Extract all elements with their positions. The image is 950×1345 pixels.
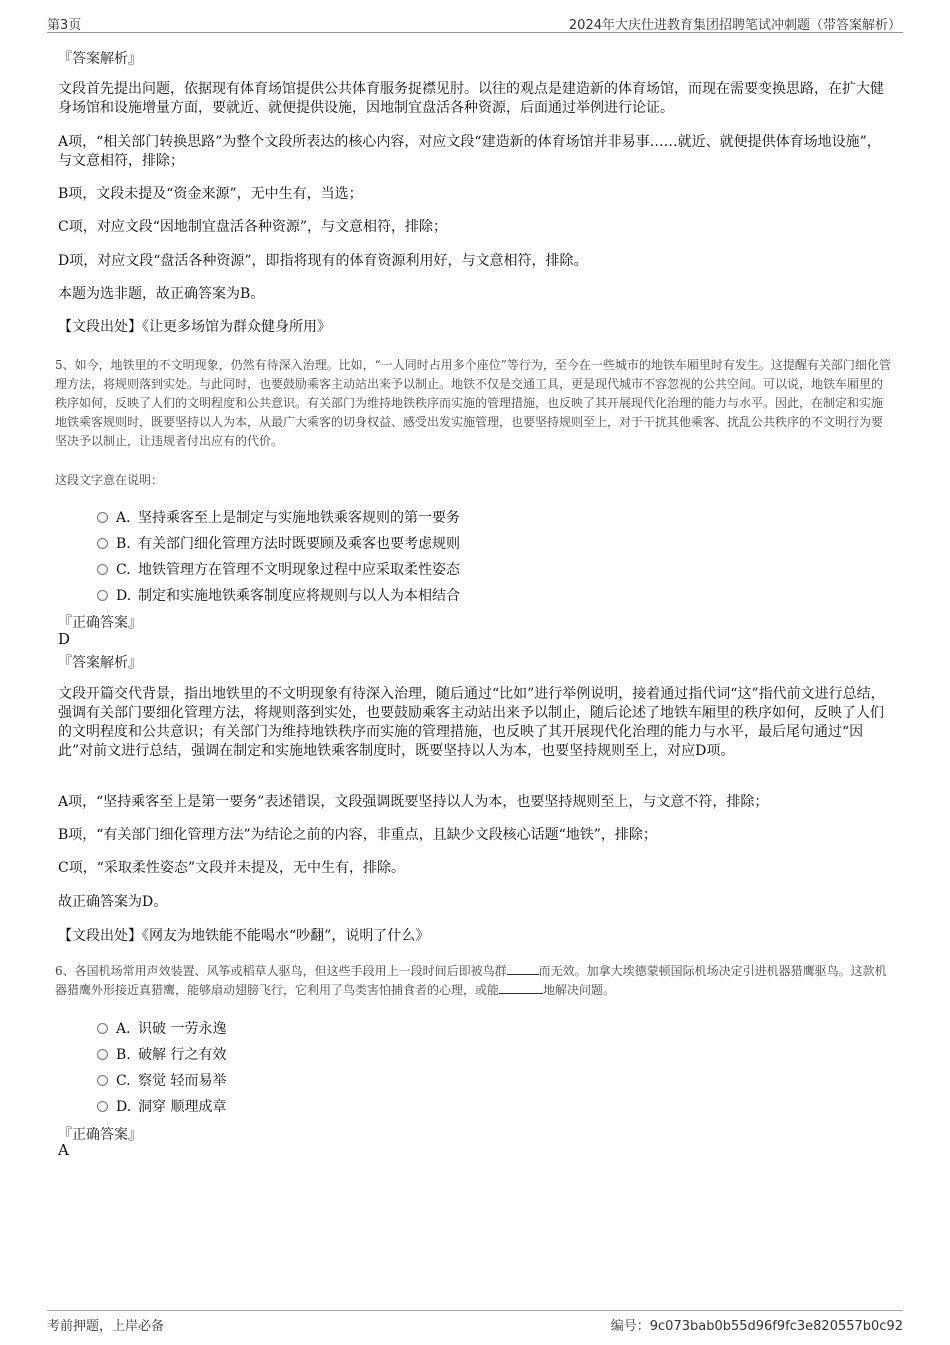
- page-footer: [47, 1310, 903, 1334]
- q4-source: 【文段出处】《让更多场馆为群众健身所用》: [58, 319, 331, 335]
- radio-icon[interactable]: [97, 1023, 108, 1034]
- footer-slogan: 考前押题，上岸必备: [47, 1319, 165, 1334]
- radio-icon[interactable]: [97, 590, 108, 601]
- q4-analysis-p3: B项，文段未提及“资金来源”，无中生有，当选；: [58, 186, 363, 202]
- q5-source: 【文段出处】《网友为地铁能不能喝水“吵翻”，说明了什么》: [58, 928, 430, 944]
- q5-analysis-p4: C项，“采取柔性姿态”文段并未提及，无中生有，排除。: [58, 860, 406, 876]
- q6-option-a[interactable]: A．识破 一劳永逸: [97, 1018, 226, 1038]
- q6-answer: A: [58, 1141, 69, 1159]
- page-number: 第3页: [47, 18, 82, 33]
- q5-analysis-p3: B项，“有关部门细化管理方法”为结论之前的内容，非重点，且缺少文段核心话题“地铁”，排除；: [58, 827, 657, 843]
- document-title: 2024年大庆仕进教育集团招聘笔试冲刺题（带答案解析）: [568, 18, 901, 33]
- q5-analysis-label: 『答案解析』: [58, 655, 142, 671]
- q4-analysis-p2: A项，“相关部门转换思路”为整个文段所表达的核心内容，对应文段“建造新的体育场馆并非易事……就近、就便提供体育场地设施”，与文意相符，排除；: [58, 134, 881, 169]
- radio-icon[interactable]: [97, 512, 108, 523]
- q5-analysis-p1: 文段开篇交代背景，指出地铁里的不文明现象有待深入治理，随后通过“比如”进行举例说明，接着通过指代词“这”指代前文进行总结，强调有关部门要细化管理方法，将规则落到实处，也要鼓励乘客主动站出来予以制止，随后论述了地铁车厢里的秩序如何，反映了人们的文明程度和公共意识；有关部门为维持地铁秩序而实施的管理措施，也反映了其开展现代化治理的能力与水平，最后尾句通过“因此”对前文进行总结，强调在制定和实施地铁乘客制度时，既要坚持以人为本，也要坚持规则至上，对应D项。: [58, 686, 885, 759]
- q6-answer-label: 『正确答案』: [58, 1127, 142, 1143]
- q4-analysis-p6: 本题为选非题，故正确答案为B。: [58, 286, 265, 302]
- q5-option-d[interactable]: D. 制定和实施地铁乘客制度应将规则与以人为本相结合: [97, 585, 460, 605]
- radio-icon[interactable]: [97, 1101, 108, 1112]
- q5-option-c[interactable]: C. 地铁管理方在管理不文明现象过程中应采取柔性姿态: [97, 559, 460, 579]
- q4-analysis-p1: 文段首先提出问题，依据现有体育场馆提供公共体育服务捉襟见肘。以往的观点是建造新的体育场馆，而现在需要变换思路，在扩大健身场馆和设施增量方面，要就近、就便提供设施，因地制宜盘活各种资源，后面通过举例进行论证。: [58, 81, 884, 116]
- fill-blank-2[interactable]: [499, 982, 543, 994]
- q5-prompt: 这段文字意在说明：: [55, 473, 164, 487]
- radio-icon[interactable]: [97, 538, 108, 549]
- q5-answer-label: 『正确答案』: [58, 615, 142, 631]
- q5-stem: 5、如今，地铁里的不文明现象，仍然有待深入治理。比如，“一人同时占用多个座位”等行为，至今在一些城市的地铁车厢里时有发生。这提醒有关部门细化管理方法，将规则落到实处。与此同时，也要鼓励乘客主动站出来予以制止。地铁不仅是交通工具，更是现代城市不容忽视的公共空间。可以说，地铁车厢里的秩序如何，反映了人们的文明程度和公共意识。有关部门为维持地铁秩序而实施的管理措施，也反映了其开展现代化治理的能力与水平。因此，在制定和实施地铁乘客规则时，既要坚持以人为本，从最广大乘客的切身权益、感受出发实施管理，也要坚持规则至上，对于干扰其他乘客、扰乱公共秩序的不文明行为要坚决予以制止，让违规者付出应有的代价。: [55, 358, 891, 448]
- q4-analysis-p5: D项，对应文段“盘活各种资源”，即指将现有的体育资源利用好，与文意相符，排除。: [58, 253, 588, 269]
- q4-analysis-label: 『答案解析』: [58, 51, 142, 67]
- q5-answer: D: [58, 630, 71, 648]
- q6-option-d[interactable]: D. 洞穿 顺理成章: [97, 1096, 226, 1116]
- radio-icon[interactable]: [97, 1075, 108, 1086]
- q6-stem: 6、各国机场常用声效装置、风筝或稻草人驱鸟，但这些手段用上一段时间后即被鸟群 而无效。加拿大埃德蒙顿国际机场决定引进机器猎鹰驱鸟。这款机器猎鹰外形接近真猎鹰，能够扇动翅膀飞行，它利用了鸟类害怕捕食者的心理，或能 地解决问题。: [55, 964, 887, 997]
- footer-code: 编号：9c073bab0b55d96f9fc3e820557b0c92: [610, 1319, 903, 1334]
- q5-analysis-p2: A项，“坚持乘客至上是第一要务”表述错误，文段强调既要坚持以人为本，也要坚持规则至上，与文意不符，排除；: [58, 794, 769, 810]
- q6-option-c[interactable]: C. 察觉 轻而易举: [97, 1070, 226, 1090]
- q5-option-a[interactable]: A．坚持乘客至上是制定与实施地铁乘客规则的第一要务: [97, 507, 460, 527]
- radio-icon[interactable]: [97, 1049, 108, 1060]
- q4-analysis-p4: C项，对应文段“因地制宜盘活各种资源”，与文意相符，排除；: [58, 219, 448, 235]
- q5-analysis-p5: 故正确答案为D。: [58, 894, 168, 910]
- radio-icon[interactable]: [97, 564, 108, 575]
- q5-option-b[interactable]: B. 有关部门细化管理方法时既要顾及乘客也要考虑规则: [97, 533, 460, 553]
- q6-option-b[interactable]: B. 破解 行之有效: [97, 1044, 226, 1064]
- page-header: [47, 12, 903, 33]
- fill-blank-1[interactable]: [507, 963, 539, 975]
